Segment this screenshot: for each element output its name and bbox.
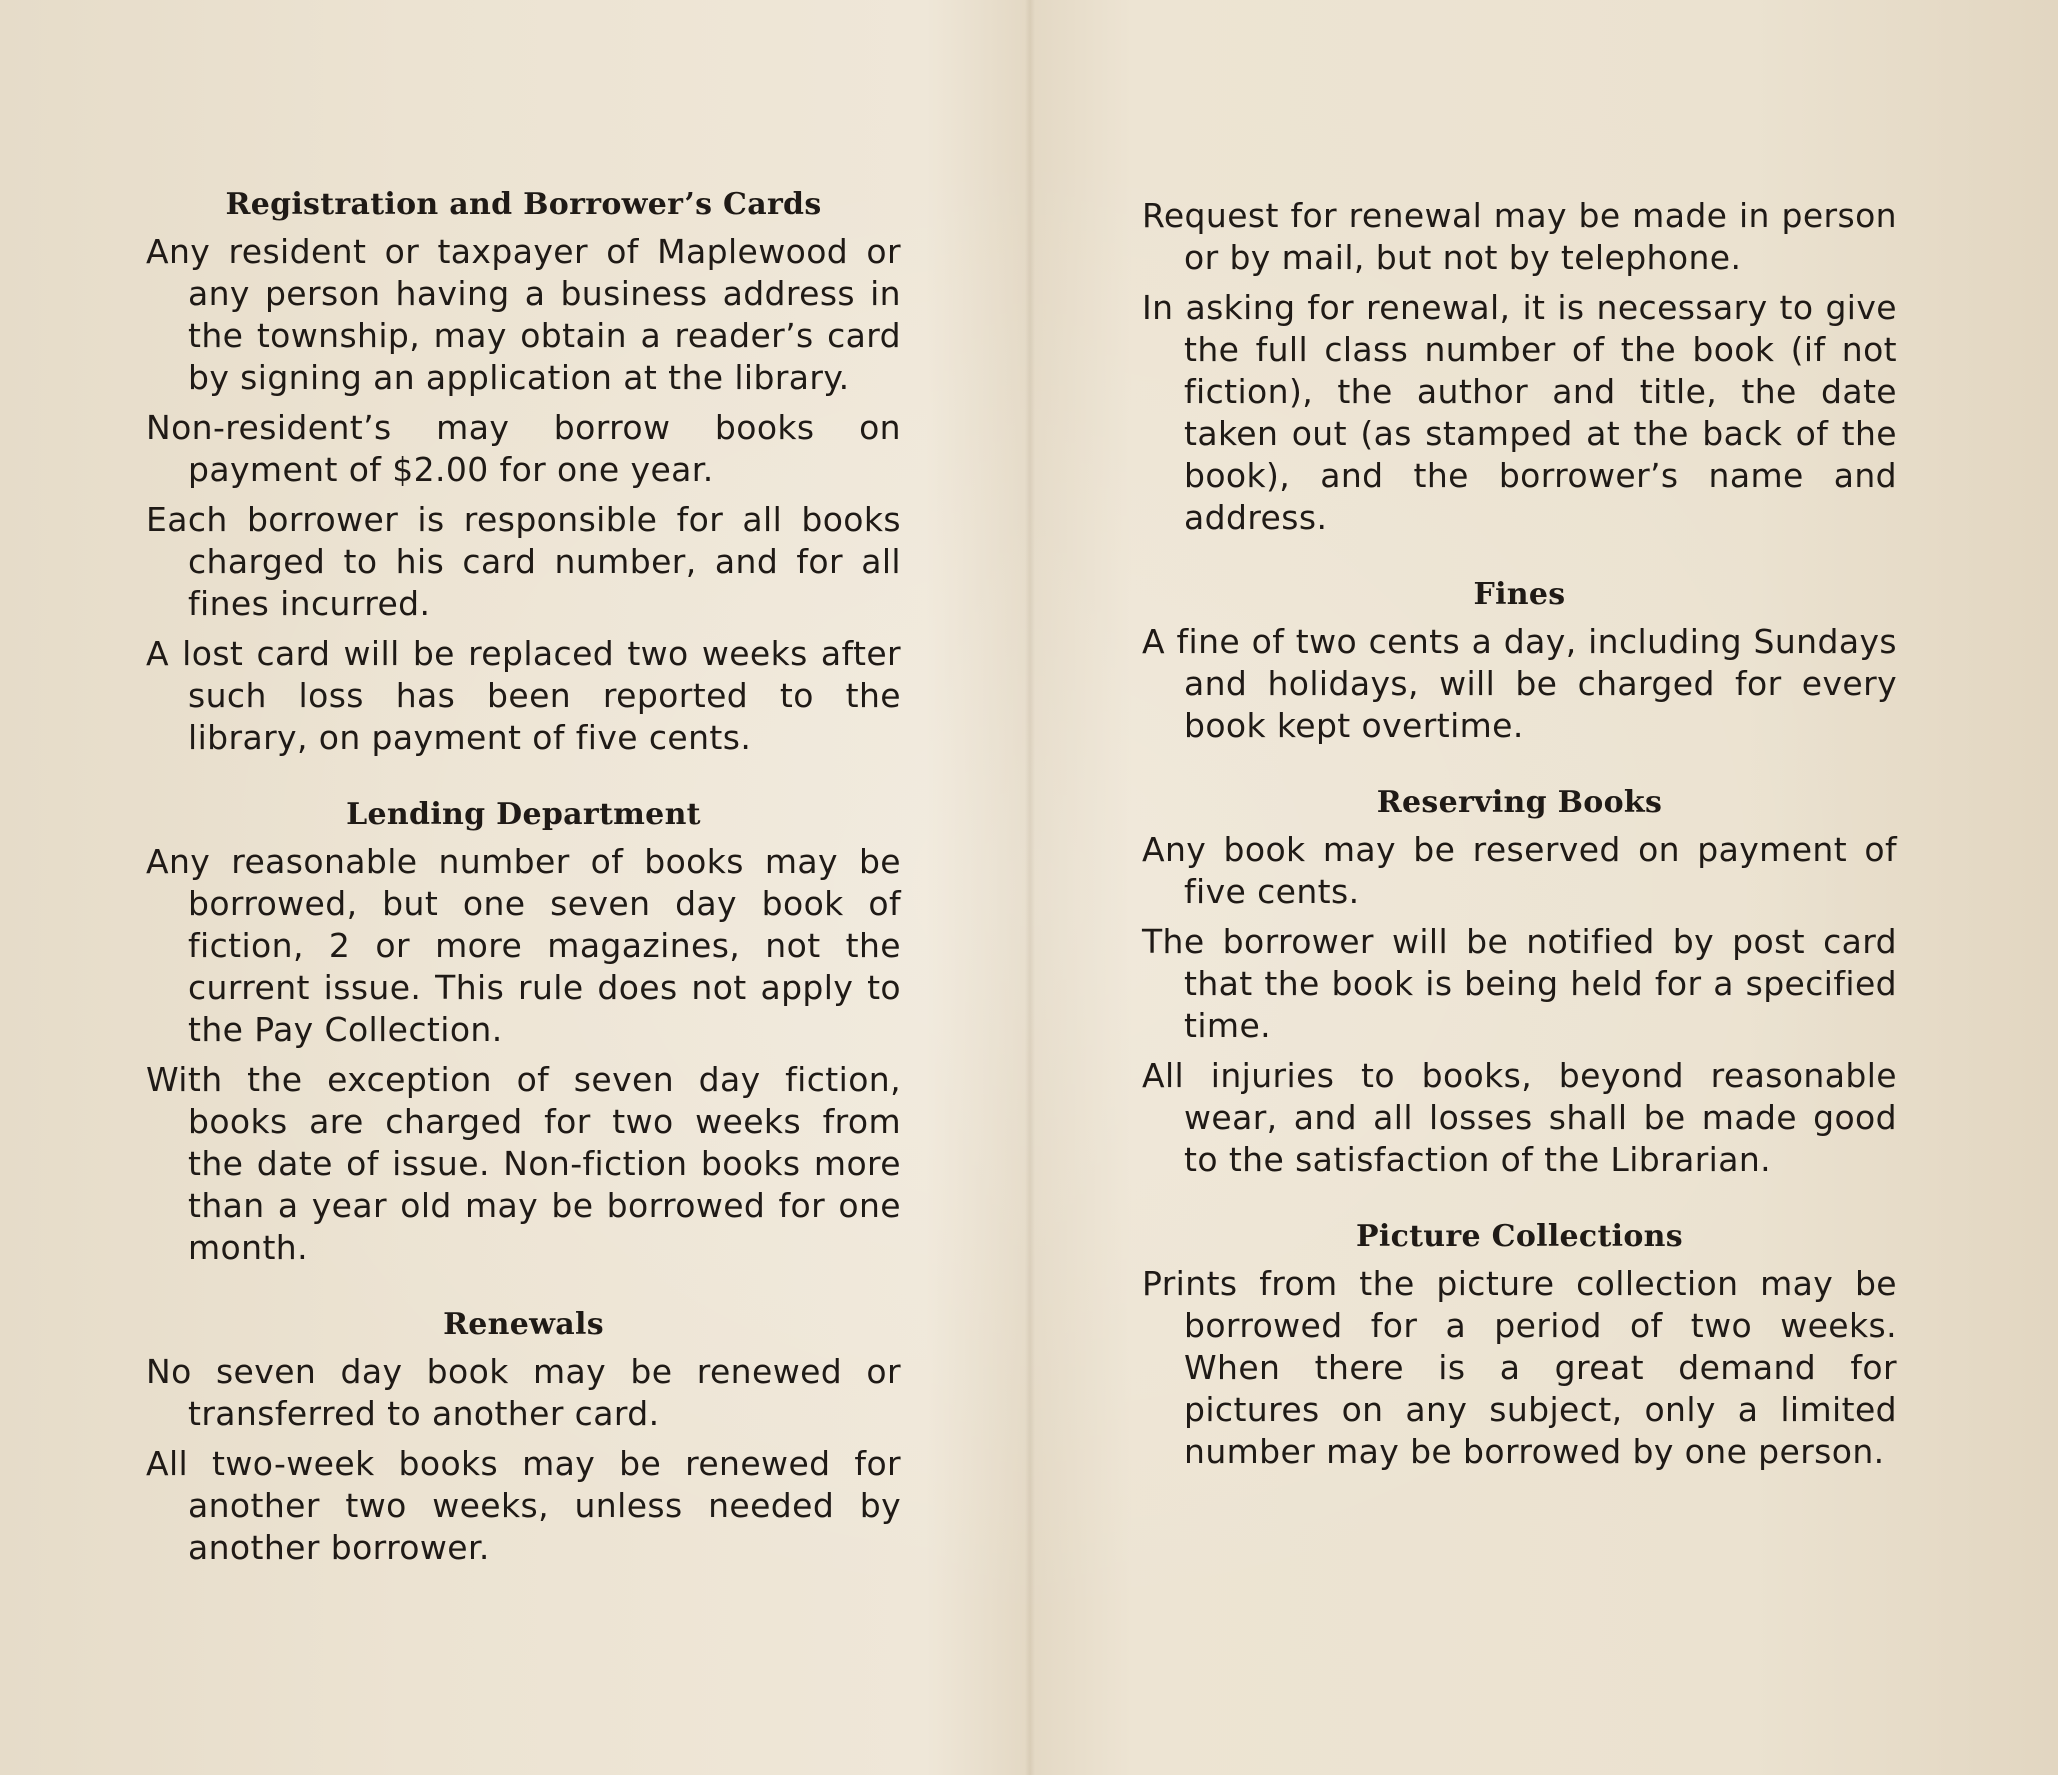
paragraph: Prints from the picture collection may be borrowed for a period of two weeks. When there is a great demand for pictures on any subject, only a limited number may be borrowed by one person. xyxy=(1142,1264,1897,1471)
paragraph: No seven day book may be renewed or transferred to another card. xyxy=(146,1352,901,1433)
center-fold xyxy=(1025,0,1035,1775)
paragraph: All two-week books may be renewed for another two weeks, unless needed by another borrower. xyxy=(146,1444,901,1567)
section-heading: Fines xyxy=(1473,577,1566,612)
section-picture-collections xyxy=(1142,1217,1897,1473)
paragraph: A fine of two cents a day, including Sundays and holidays, will be charged for every book kept overtime. xyxy=(1142,622,1897,745)
section-heading: Picture Collections xyxy=(1356,1219,1683,1254)
section-reserving xyxy=(1142,783,1897,1181)
right-page xyxy=(1142,195,1897,1481)
paragraph: With the exception of seven day fiction, books are charged for two weeks from the date of issue. Non-fiction books more than a year old may be borrowed for one month. xyxy=(146,1060,901,1267)
paragraph: Any book may be reserved on payment of five cents. xyxy=(1142,830,1897,911)
section-lending xyxy=(146,795,901,1269)
paragraph: Any reasonable number of books may be borrowed, but one seven day book of fiction, 2 or more magazines, not the current issue. This rule does not apply to the Pay Collection. xyxy=(146,842,901,1049)
section-heading: Reserving Books xyxy=(1376,785,1663,820)
section-heading: Registration and Borrower’s Cards xyxy=(225,187,822,222)
left-page xyxy=(146,185,901,1577)
paragraph: A lost card will be replaced two weeks after such loss has been reported to the library, on payment of five cents. xyxy=(146,634,901,757)
section-fines xyxy=(1142,575,1897,747)
paragraph: The borrower will be notified by post card that the book is being held for a specified time. xyxy=(1142,922,1897,1045)
section-registration xyxy=(146,185,901,759)
section-renewals xyxy=(146,1305,901,1569)
paragraph: All injuries to books, beyond reasonable wear, and all losses shall be made good to the satisfaction of the Librarian. xyxy=(1142,1056,1897,1179)
paragraph: Request for renewal may be made in person or by mail, but not by telephone. xyxy=(1142,196,1897,277)
paragraph: Any resident or taxpayer of Maplewood or any person having a business address in the township, may obtain a reader’s card by signing an application at the library. xyxy=(146,232,901,397)
paragraph: Each borrower is responsible for all books charged to his card number, and for all fines incurred. xyxy=(146,500,901,623)
paragraph: Non-resident’s may borrow books on payment of $2.00 for one year. xyxy=(146,408,901,489)
section-renewal-continued xyxy=(1142,195,1897,539)
paragraph: In asking for renewal, it is necessary to give the full class number of the book (if not fiction), the author and title, the date taken out (as stamped at the back of the book), and the borrower’s name and address. xyxy=(1142,288,1897,537)
section-heading: Renewals xyxy=(443,1307,604,1342)
section-heading: Lending Department xyxy=(346,797,701,832)
